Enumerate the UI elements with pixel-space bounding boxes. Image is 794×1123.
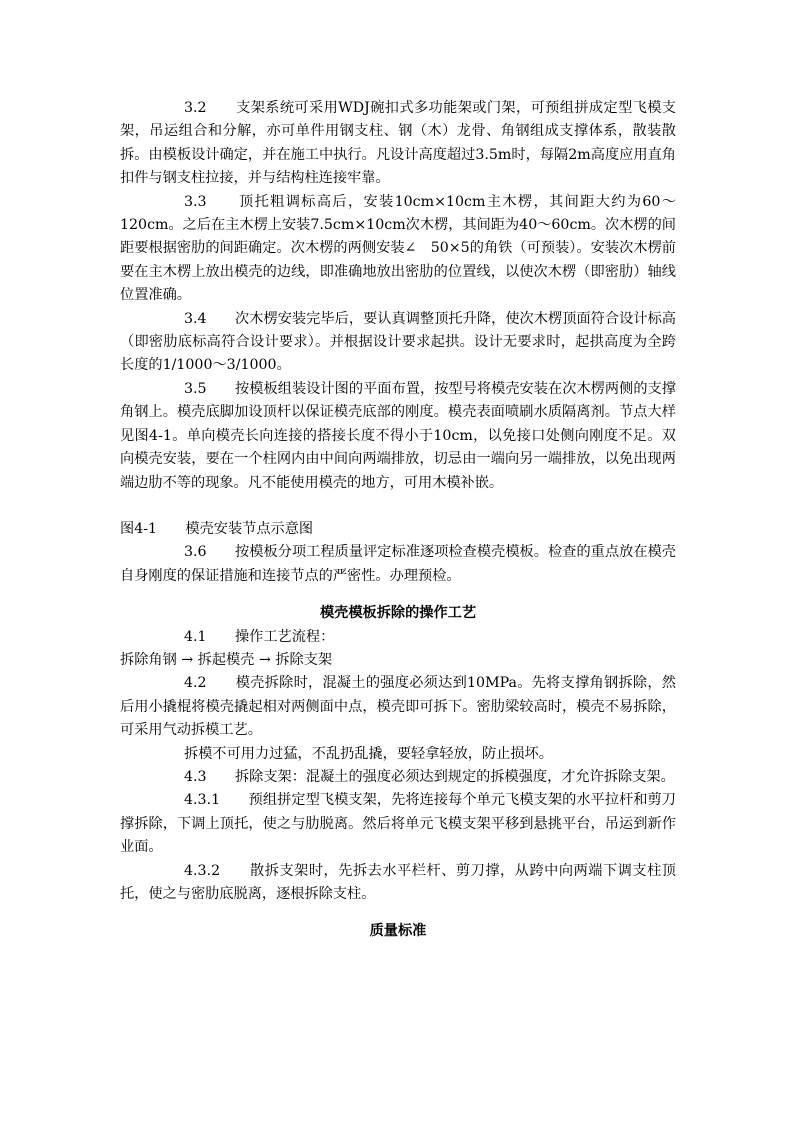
document-body <box>120 97 676 944</box>
paragraph-4-1: 4.1 操作工艺流程： <box>184 628 335 645</box>
paragraph-4-2: 4.2 模壳拆除时，混凝土的强度必须达到10MPa。先将支撑角钢拆除，然后用小撬棍将模壳撬起相对两侧面中点，模壳即可拆下。密肋梁较高时，模壳不易拆除，可采用气动拆模工艺。 <box>120 675 676 739</box>
paragraph-3-4: 3.4 次木楞安装完毕后，要认真调整顶托升降，使次木楞顶面符合设计标高（即密肋底标高符合设计要求）。并根据设计要求起拱。设计无要求时，起拱高度为全跨长度的1/1000～3/1000。 <box>120 310 676 374</box>
section-heading-removal: 模壳模板拆除的操作工艺 <box>319 605 477 622</box>
figure-caption: 图4-1 模壳安装节点示意图 <box>120 520 314 537</box>
paragraph-4-2-note: 拆模不可用力过猛，不乱扔乱撬，要轻拿轻放，防止损坏。 <box>184 745 553 762</box>
paragraph-4-3-1: 4.3.1 预组拼定型飞模支架，先将连接每个单元飞模支架的水平拉杆和剪刀撑拆除，下调上顶托，使之与肋脱离。然后将单元飞模支架平移到悬挑平台，吊运到新作业面。 <box>120 792 676 856</box>
section-heading-quality: 质量标准 <box>369 923 427 940</box>
paragraph-4-3-2: 4.3.2 散拆支架时，先拆去水平栏杆、剪刀撑，从跨中向两端下调支柱顶托，使之与密肋底脱离，逐根拆除支柱。 <box>120 862 676 902</box>
figure-placeholder <box>120 495 676 518</box>
paragraph-3-5: 3.5 按模板组装设计图的平面布置，按型号将模壳安装在次木楞两侧的支撑角钢上。模壳底脚加设顶杆以保证模壳底部的刚度。模壳表面喷刷水质隔离剂。节点大样见图4-1。单向模壳长向连接的搭接长度不得小于10cm，以免接口处侧向刚度不足。双向模壳安装，要在一个柱网内由中间向两端排放，切忌由一端向另一端排放，以免出现两端边肋不等的现象。凡不能使用模壳的地方，可用木模补嵌。 <box>120 380 676 491</box>
paragraph-4-3: 4.3 拆除支架：混凝土的强度必须达到规定的拆模强度，才允许拆除支架。 <box>184 768 675 785</box>
paragraph-3-2: 3.2 支架系统可采用WDJ碗扣式多功能架或门架，可预组拼成定型飞模支架，吊运组合和分解，亦可单件用钢支柱、钢（木）龙骨、角钢组成支撑体系，散装散拆。由模板设计确定，并在施工中执行。凡设计高度超过3.5m时，每隔2m高度应用直角扣件与钢支柱拉接，并与结构柱连接牢靠。 <box>120 100 676 187</box>
paragraph-3-6: 3.6 按模板分项工程质量评定标准逐项检查模壳模板。检查的重点放在模壳自身刚度的保证措施和连接节点的严密性。办理预检。 <box>120 544 676 584</box>
paragraph-3-3: 3.3 顶托粗调标高后，安装10cm×10cm主木楞，其间距大约为60～120cm。之后在主木楞上安装7.5cm×10cm次木楞，其间距为40～60cm。次木楞的间距要根据密肋的间距确定。次木楞的两侧安装∠ 50×5的角铁（可预装）。安装次木楞前要在主木楞上放出模壳的边线，即准确地放出密肋的位置线，以使次木楞（即密肋）轴线位置准确。 <box>120 193 676 304</box>
process-flow: 拆除角钢 → 拆起模壳 → 拆除支架 <box>120 651 333 668</box>
